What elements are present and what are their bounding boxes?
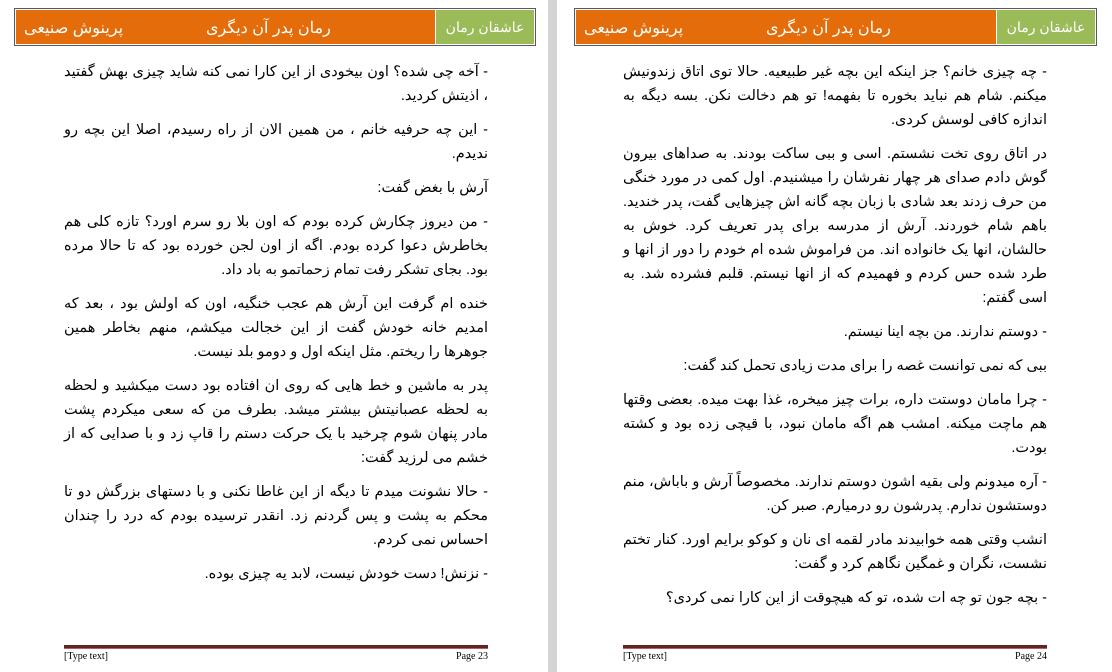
paragraph: - چه چیزی خانم؟ جز اینکه این بچه غیر طبیعیه. حالا توی اتاق زندونیش میکنم. شام هم نباید بخوره تا بفهمه! تو هم دخالت نکن. بسه دیگه به اندازه کافی لوسش کردی. [623,64,1047,128]
header-book-title: رمان پدر آن دیگری [206,20,331,37]
header-title-band [16,10,435,44]
document-page-left [0,0,548,672]
paragraph: - چرا مامان دوستت داره، برات چیز میخره، غذا بهت میده. بعضی وقتها هم ماچت میکنه. امشب هم اگه مامان نبود، با قیچی زده بود و کشته بودت. [623,392,1047,456]
header-book-title: رمان پدر آن دیگری [766,20,891,37]
header-author: پرینوش صنیعی [584,20,684,37]
paragraph: - دوستم ندارند. من بچه اینا نیستم. [843,324,1047,340]
header-site-label: عاشقان رمان [997,10,1095,44]
page-footer [623,651,1047,665]
paragraph: - این چه حرفیه خانم ، من همین الان از راه رسیدم، اصلا این بچه رو ندیدم. [64,122,488,162]
paragraph: خنده ام گرفت این آرش هم عجب خنگیه، اون که اولش بود ، بعد که امدیم خانه خودش گفت از این خجالت میکشم، منهم بخاطر همین جوهرها را ریختم. مثل اینکه اول و دومو بلد نیست. [64,296,488,360]
header-site-label: عاشقان رمان [436,10,534,44]
paragraph: - من دیروز چکارش کرده بودم که اون بلا رو سرم اورد؟ تازه کلی هم بخاطرش دعوا کرده بودم. اگه از اون لجن خورده بود که تا حالا مرده بود. بجای تشکر رفت تمام زحماتمو به باد داد. [64,214,488,278]
paragraph: پدر به ماشین و خط هایی که روی ان افتاده بود دست میکشید و لحظه به لحظه عصبانیتش بیشتر میشد. بطرف من که سعی میکردم پشت مادر پنهان شوم چرخید با یک حرکت دستم را قاپ زد و با صدایی که از خشم می لرزید گفت: [64,378,488,466]
page-body [64,60,488,596]
page-number: Page 24 [1015,651,1047,662]
paragraph: - حالا نشونت میدم تا دیگه از این غاطا نکنی و با دستهای بزرگش دو تا محکم به پشت و پس گردنم زد. انقدر ترسیده بودم که درد را چندان احساس نمی کردم. [64,484,488,548]
page-gutter [548,0,557,672]
paragraph: در اتاق روی تخت نشستم. اسی و ببی ساکت بودند. به صداهای بیرون گوش دادم صدای هر چهار نفرشان را میشنیدم. اول کمی در مورد خنگی من حرف زدند بعد شادی با زبان بچه گانه اش چیزهایی گفت، پدر خندید. باهم شام خوردند. آرش از مدرسه برای پدر تعریف کرد. خوش به حالشان، انها یک خانواده اند. من فراموش شده ام خودم را دور از انها و طرد شده حس کردم و فهمیدم که از انها نیستم. قلبم فشرده شد. به اسی گفتم: [623,146,1047,306]
footer-placeholder-text[interactable]: [Type text] [623,651,668,662]
paragraph: ببی که نمی توانست غصه را برای مدت زیادی تحمل کند گفت: [683,358,1047,374]
footer-divider [64,645,488,649]
footer-divider [623,645,1047,649]
header-author: پرینوش صنیعی [24,20,124,37]
page-header [574,8,1097,46]
paragraph: انشب وقتی همه خوابیدند مادر لقمه ای نان و کوکو برایم اورد. کنار تختم نشست، نگران و غمگین نگاهم کرد و گفت: [623,532,1047,572]
footer-placeholder-text[interactable]: [Type text] [64,651,109,662]
paragraph: - آخه چی شده؟ اون بیخودی از این کارا نمی کنه شاید چیزی بهش گفتید ، اذیتش کردید. [64,64,488,104]
page-number: Page 23 [456,651,488,662]
page-body [623,60,1047,620]
paragraph: - آره میدونم ولی بقیه اشون دوستم ندارند. مخصوصاً آرش و باباش، منم دوستشون ندارم. پدرشون رو درمیارم. صبر کن. [623,474,1047,514]
paragraph: - نزنش! دست خودش نیست، لابد یه چیزی بوده. [204,566,488,582]
paragraph: - بچه جون تو چه ات شده، تو که هیچوقت از این کارا نمی کردی؟ [665,590,1047,606]
page-header [14,8,536,46]
paragraph: آرش با بغض گفت: [377,180,488,196]
header-title-band [576,10,996,44]
document-page-right [557,0,1112,672]
page-footer [64,651,488,665]
